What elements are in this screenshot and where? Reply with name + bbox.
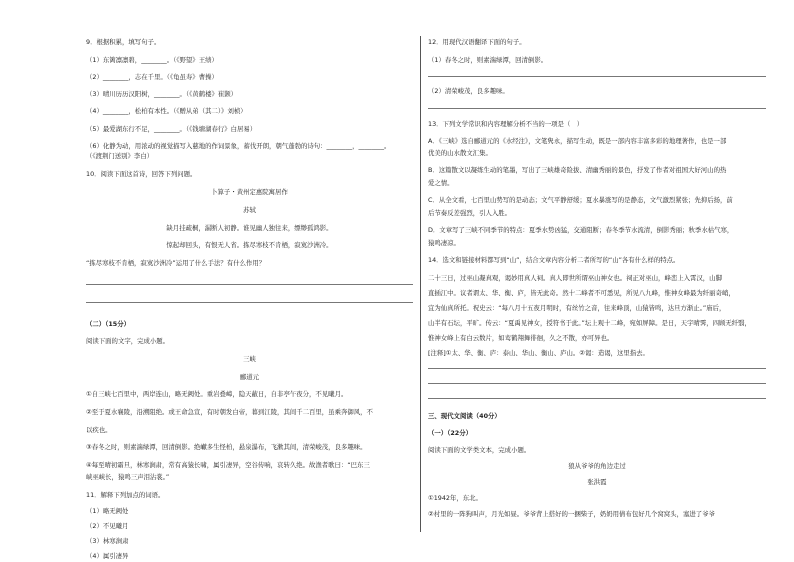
- text-title: 三峡: [243, 355, 256, 363]
- text-para: ①自三峡七百里中，两岸连山，略无阙处。重岩叠嶂，隐天蔽日，自非亭午夜分，不见曦月。: [86, 390, 348, 398]
- section2-intro: 阅读下面的文字，完成小题。: [86, 337, 170, 345]
- q11-title: 11．解释下列加点的词语。: [86, 491, 165, 499]
- q12-item: （2）清荣峻茂，良多趣味。: [428, 87, 509, 95]
- q13-option: 爱之情。: [428, 179, 454, 187]
- q14-note: [注释]①太、华、衡、庐：泰山、华山、衡山、庐山。②谒：造谒，这里指去。: [428, 349, 649, 357]
- q10-question: “拣尽寒枝不肯栖，寂寞沙洲冷”运用了什么手法？有什么作用？: [86, 259, 266, 267]
- q14-text: 二十三日，过巫山凝真观，谒妙用真人祠。真人即世所谓巫山神女也。祠正对巫山，峰峦上入霄汉，山脚: [428, 274, 722, 282]
- q13-title: 13．下列文学常识和内容理解分析不当的一项是（ ）: [428, 120, 584, 128]
- q14-text: 直插江中。议者谓太、华、衡、庐，皆无此奇。然十二峰者不可悉见，所见八九峰，惟神女峰最为纤丽奇峭，: [428, 289, 735, 297]
- q14-title: 14．选文和链接材料都写到“山”，结合文章内容分析二者所写的“山”各有什么样的特点。: [428, 256, 680, 264]
- answer-line: [428, 76, 766, 77]
- q11-item: （3）林寒涧肃: [86, 537, 129, 545]
- poem-title: 卜算子・黄州定惠院寓居作: [211, 188, 288, 196]
- q14-text: 宜为仙真所托。祝史云：“每八月十五夜月明时，有丝竹之音，往来峰顶，山猿皆鸣，达旦方渐止。”庙后，: [428, 304, 726, 312]
- poem-line: 惊起却回头，有恨无人省。拣尽寒枝不肯栖，寂寞沙洲冷。: [166, 241, 333, 249]
- section3-title: 三、现代文阅读（40分）: [428, 412, 501, 420]
- text-para: 以疾也。: [86, 426, 112, 434]
- story-title: 狼从爷爷的角边走过: [568, 462, 626, 470]
- text-para: 峡巫峡长，猿鸣三声泪沾裳。”: [86, 473, 170, 481]
- q11-item: （1）略无阙处: [86, 507, 129, 515]
- q9-item: （2）________，志在千里。（《龟虽寿》曹操）: [86, 73, 218, 81]
- q13-option: A．《三峡》选自郦道元的《水经注》，文笔隽永，描写生动，既是一部内容丰富多彩的地理著作，也是一部: [428, 137, 727, 145]
- q11-item: （4）属引凄异: [86, 552, 129, 560]
- q9-item: （6）化静为动，用浓动的视觉描写入慈地的作词景象，蓄伐开朗，朝气蓬勃的诗句：________，________。: [86, 142, 391, 150]
- answer-line: [86, 302, 413, 303]
- story-author: 张洪霞: [587, 478, 607, 486]
- q13-option: D．文章写了三峡不同季节的特点：夏季水势凶猛，交通阻断；春冬季节水流清，倒影秀丽；秋季水枯气寒，: [428, 226, 734, 234]
- text-para: ②至于夏水襄陵，沿溯阻绝。或王命急宣，有时朝发白帝，暮到江陵，其间千二百里，虽乘奔御风，不: [86, 408, 373, 416]
- answer-line: [428, 108, 766, 109]
- q9-item: （1）东篱凛凛碧，________。（《野望》王绩）: [86, 56, 218, 64]
- q11-item: （2）不见曦月: [86, 522, 129, 530]
- section2-title: （二）（15分）: [86, 320, 131, 328]
- poem-author: 苏轼: [243, 206, 256, 214]
- column-divider: [420, 36, 421, 532]
- q9-item: （《渡荆门送别》李白）: [86, 152, 154, 160]
- answer-line: [428, 398, 766, 399]
- section3-subtitle: （一）（22分）: [428, 429, 473, 437]
- story-para: ①1942年，东北。: [428, 494, 482, 502]
- text-author: 郦道元: [239, 373, 260, 381]
- answer-line: [86, 284, 413, 285]
- text-para: ③春冬之时，则素湍绿潭，回清倒影。绝𪩘多生怪柏，悬泉瀑布，飞漱其间，清荣峻茂，良多趣味。: [86, 443, 367, 451]
- q10-title: 10．阅读下面这首诗，回答下列问题。: [86, 170, 197, 178]
- story-para: ②村里的一阵狗叫声，月光如昼。爷爷背上搭好的一捆柴子，奶奶用倩布包好几个窝窝头，塞进了爷爷: [428, 510, 715, 518]
- q12-title: 12．用现代汉语翻译下面的句子。: [428, 38, 526, 46]
- q9-item: （5）最爱湖东行不足，________。（《钱塘湖春行》白居易）: [86, 125, 257, 133]
- q13-option: 优美的山水散文汇集。: [428, 149, 492, 157]
- q13-option: 猿鸣凄凉。: [428, 239, 460, 247]
- q9-title: 9．根据积累，填写句子。: [86, 38, 161, 46]
- section3-intro: 阅读下面的文学类文本，完成小题。: [428, 446, 531, 454]
- q14-text: 山半有石坛，平旷。传云：“夏禹见神女，授符书于此。”坛上观十二峰，宛如屏障。是日，天宇晴霁，四顾无纤翳，: [428, 319, 751, 327]
- q13-option: C．从全文看，七百里山势写的是动态；文气平静舒缓；夏水暴涨写的是静态，文气激烈紧张；先抑后扬，前: [428, 196, 733, 204]
- answer-line: [428, 383, 766, 384]
- text-para: ④每至晴初霜旦，林寒涧肃，常有高猿长啸，属引凄异，空谷传响，哀转久绝。故渔者歌曰：“巴东三: [86, 461, 370, 469]
- q12-item: （1）春冬之时，则素湍绿潭，回清倒影。: [428, 56, 548, 64]
- q13-option: B．这篇散文以凝练生动的笔墨，写出了三峡雄奇险拔、清幽秀丽的景色，抒发了作者对祖国大好河山的热: [428, 166, 727, 174]
- q13-option: 后节奏反差强烈，引人入胜。: [428, 209, 512, 217]
- q9-item: （4）________，松柏有本性。（《赠从弟（其二）》刘桢）: [86, 107, 247, 115]
- q14-text: 惟神女峰上有白云数片，如鸾鹤翔舞徘徊，久之不散，亦可异也。: [428, 334, 614, 342]
- q9-item: （3）晴川历历汉阳树，________。（《黄鹤楼》崔颢）: [86, 90, 238, 98]
- poem-line: 缺月挂疏桐，漏断人初静。谁见幽人独往来，缥缈孤鸿影。: [166, 224, 333, 232]
- answer-line: [428, 368, 766, 369]
